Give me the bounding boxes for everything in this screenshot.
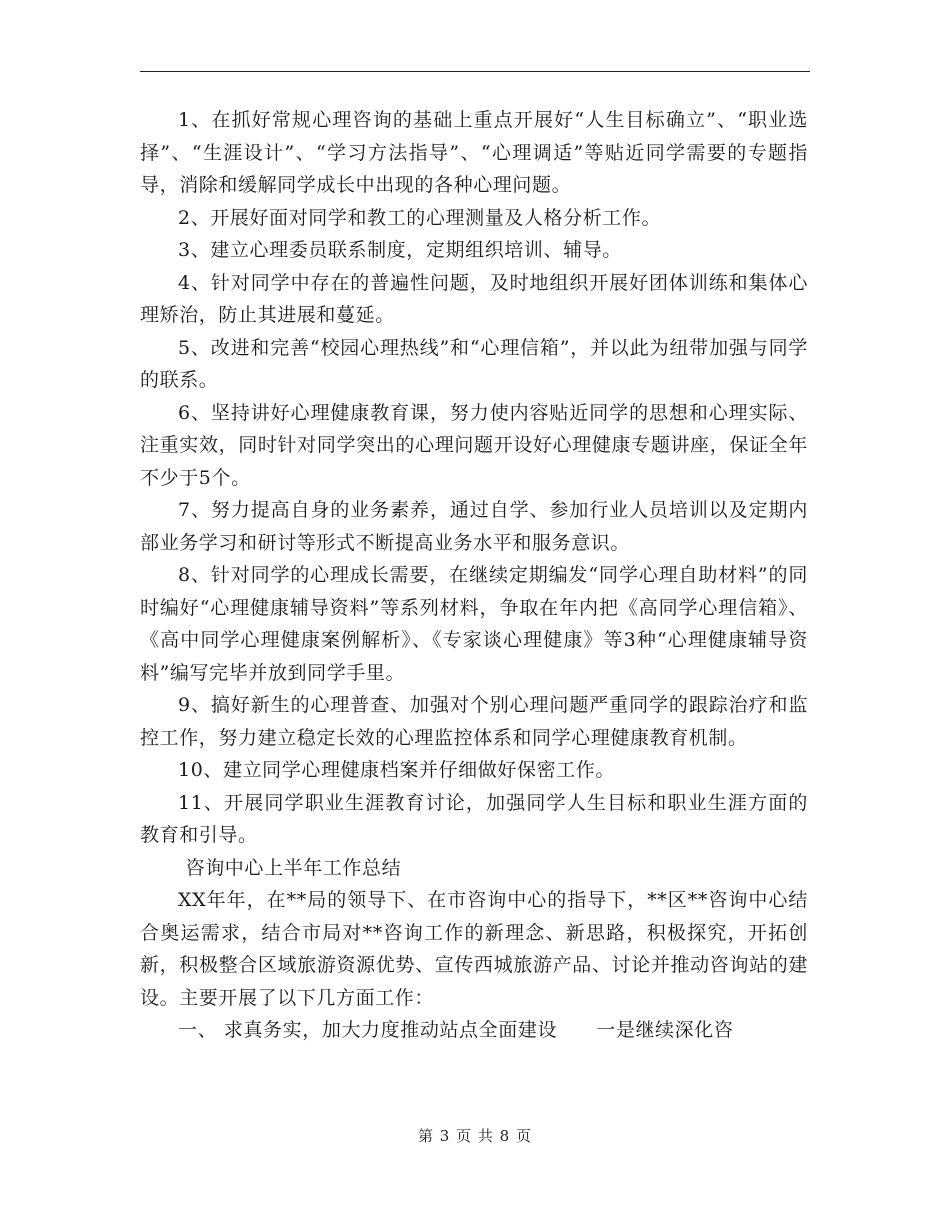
header-rule [140, 71, 810, 72]
summary-paragraph: XX年年，在**局的领导下、在市咨询中心的指导下，**区**咨询中心结合奥运需求，结合市局对**咨询工作的新理念、新思路，积极探究，开拓创新，积极整合区域旅游资源优势、宣传西城旅游产品、讨论并推动咨询站的建设。主要开展了以下几方面工作： [140, 889, 808, 1009]
document-body [140, 104, 808, 1047]
paragraph-6: 6、坚持讲好心理健康教育课，努力使内容贴近同学的思想和心理实际、注重实效，同时针对同学突出的心理问题开设好心理健康专题讲座，保证全年不少于5个。 [140, 401, 808, 489]
paragraph-11: 11、开展同学职业生涯教育讨论，加强同学人生目标和职业生涯方面的教育和引导。 [140, 791, 808, 846]
paragraph-4: 4、针对同学中存在的普遍性问题，及时地组织开展好团体训练和集体心理矫治，防止其进展和蔓延。 [140, 271, 808, 326]
paragraph-3: 3、建立心理委员联系制度，定期组织培训、辅导。 [178, 239, 622, 261]
paragraph-7: 7、努力提高自身的业务素养，通过自学、参加行业人员培训以及定期内部业务学习和研讨等形式不断提高业务水平和服务意识。 [140, 499, 808, 554]
page-number: 第 3 页 共 8 页 [418, 1127, 532, 1145]
paragraph-2: 2、开展好面对同学和教工的心理测量及人格分析工作。 [178, 206, 662, 229]
section-heading-1: 一、 求真务实，加大力度推动站点全面建设 一是继续深化咨 [178, 1019, 734, 1041]
section-title: 咨询中心上半年工作总结 [185, 856, 402, 879]
paragraph-9: 9、搞好新生的心理普查、加强对个别心理问题严重同学的跟踪治疗和监控工作，努力建立稳定长效的心理监控体系和同学心理健康教育机制。 [140, 694, 808, 749]
paragraph-5: 5、改进和完善“校园心理热线”和“心理信箱”，并以此为纽带加强与同学的联系。 [140, 336, 808, 391]
paragraph-10: 10、建立同学心理健康档案并仔细做好保密工作。 [178, 759, 615, 781]
paragraph-1: 1、在抓好常规心理咨询的基础上重点开展好“人生目标确立”、“职业选择”、“生涯设计”、“学习方法指导”、“心理调适”等贴近同学需要的专题指导，消除和缓解同学成长中出现的各种心理问题。 [140, 109, 808, 196]
paragraph-8: 8、针对同学的心理成长需要，在继续定期编发“同学心理自助材料”的同时编好“心理健康辅导资料”等系列材料，争取在年内把《高同学心理信箱》、《高中同学心理健康案例解析》、《专家谈心理健康》等3种“心理健康辅导资料”编写完毕并放到同学手里。 [140, 564, 808, 684]
